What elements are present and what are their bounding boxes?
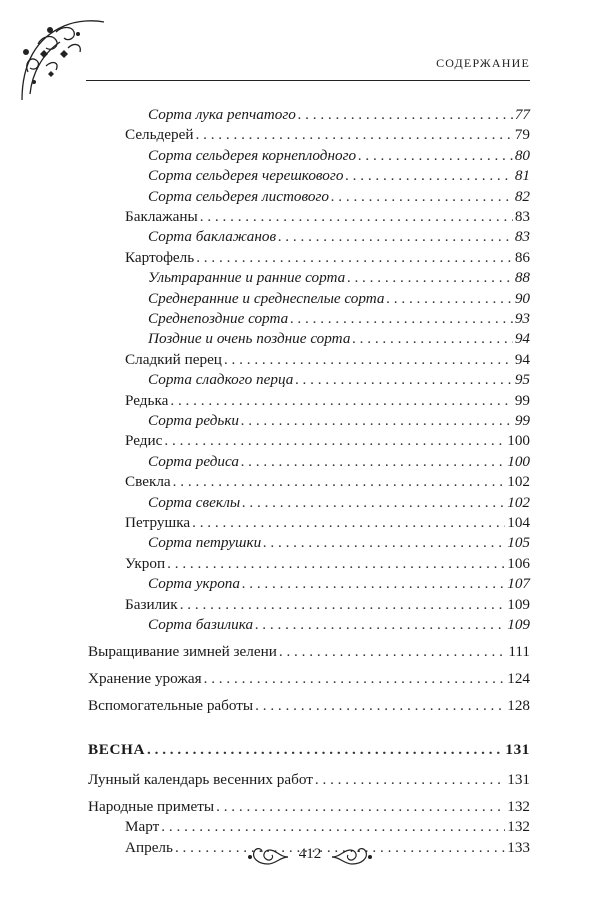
toc-entry-title: Хранение урожая bbox=[88, 670, 202, 687]
toc-entry-page: 83 bbox=[514, 228, 530, 246]
toc-entry-title: Сельдерей bbox=[125, 126, 194, 144]
toc-entry-title: Сорта сельдерея черешкового bbox=[148, 167, 344, 185]
toc-entry-title: Сорта сельдерея листового bbox=[148, 187, 330, 205]
toc-entry-page: 109 bbox=[507, 595, 530, 613]
toc-leader-dots bbox=[241, 410, 513, 432]
toc-entry-page: 94 bbox=[514, 350, 530, 368]
toc-entry-page: 95 bbox=[514, 371, 530, 389]
toc-entry bbox=[88, 573, 530, 595]
toc-entry-title: Петрушка bbox=[125, 514, 191, 531]
toc-entry-title: Сорта лука репчатого bbox=[148, 106, 296, 123]
toc-entry bbox=[88, 532, 530, 554]
toc-entry-page: 132 bbox=[507, 798, 530, 815]
toc-leader-dots bbox=[242, 492, 505, 514]
toc-leader-dots bbox=[204, 668, 506, 690]
toc-entry-title: Апрель bbox=[125, 838, 173, 856]
footer-ornament-left-icon bbox=[246, 844, 290, 870]
toc-entry bbox=[88, 369, 530, 391]
toc-leader-dots bbox=[173, 471, 506, 493]
toc-entry-title: Сорта редиса bbox=[148, 452, 239, 470]
toc-entry bbox=[88, 288, 530, 310]
toc-entry-page: 105 bbox=[507, 534, 530, 552]
toc-entry-page: 93 bbox=[514, 310, 530, 327]
toc-entry bbox=[88, 769, 530, 791]
toc-entry bbox=[88, 512, 530, 534]
toc-entry bbox=[88, 226, 530, 248]
toc-entry-page: 79 bbox=[514, 126, 530, 144]
toc-entry bbox=[88, 451, 530, 473]
toc-leader-dots bbox=[352, 328, 512, 350]
toc-entry bbox=[88, 594, 530, 616]
toc-leader-dots bbox=[331, 186, 513, 208]
toc-entry-title: Баклажаны bbox=[125, 208, 198, 225]
toc-entry bbox=[88, 390, 530, 412]
toc-entry-title: Народные приметы bbox=[88, 798, 215, 815]
toc-leader-dots bbox=[255, 695, 505, 717]
toc-leader-dots bbox=[347, 267, 513, 289]
toc-leader-dots bbox=[255, 614, 505, 636]
toc-entry-title: Март bbox=[125, 818, 160, 836]
toc-leader-dots bbox=[241, 451, 505, 473]
toc-leader-dots bbox=[345, 165, 512, 187]
toc-entry-page: 128 bbox=[507, 697, 530, 714]
toc-entry-title: Ультраранние и ранние сорта bbox=[148, 269, 346, 287]
toc-entry bbox=[88, 308, 530, 330]
toc-entry-page: 100 bbox=[507, 432, 530, 450]
toc-entry-page: 133 bbox=[507, 838, 530, 856]
toc-leader-dots bbox=[196, 124, 513, 146]
toc-entry bbox=[88, 124, 530, 146]
toc-entry-page: 102 bbox=[507, 473, 530, 491]
toc-entry bbox=[88, 145, 530, 167]
toc-entry-page: 99 bbox=[514, 391, 530, 409]
toc-entry-page: 102 bbox=[507, 493, 530, 511]
toc-leader-dots bbox=[278, 226, 513, 248]
toc-leader-dots bbox=[315, 769, 505, 791]
toc-entry-title: Сорта петрушки bbox=[148, 534, 262, 552]
toc-leader-dots bbox=[295, 369, 512, 391]
toc-entry bbox=[88, 695, 530, 717]
toc-entry bbox=[88, 186, 530, 208]
header-rule bbox=[86, 80, 530, 81]
toc-entry-title: Сорта редьки bbox=[148, 412, 240, 429]
toc-entry bbox=[88, 430, 530, 452]
toc-entry-page: 131 bbox=[507, 771, 530, 788]
toc-leader-dots bbox=[161, 816, 505, 838]
toc-entry-title: Сорта базилика bbox=[148, 616, 254, 633]
toc-entry-title: Сорта сельдерея корнеплодного bbox=[148, 146, 357, 164]
toc-leader-dots bbox=[290, 308, 513, 330]
toc-entry-page: 80 bbox=[514, 146, 530, 164]
toc-leader-dots bbox=[170, 390, 512, 412]
toc-entry-title: Редька bbox=[125, 391, 169, 409]
toc-entry bbox=[88, 104, 530, 126]
toc-entry-page: 86 bbox=[514, 248, 530, 266]
toc-leader-dots bbox=[196, 247, 513, 269]
toc-entry bbox=[88, 614, 530, 636]
toc-entry bbox=[88, 267, 530, 289]
running-header: СОДЕРЖАНИЕ bbox=[436, 56, 530, 70]
toc-leader-dots bbox=[164, 430, 505, 452]
toc-entry-title: Сорта укропа bbox=[148, 575, 240, 593]
corner-ornament-icon bbox=[16, 14, 108, 106]
toc-entry-page: 82 bbox=[514, 187, 530, 205]
toc-entry-title: Базилик bbox=[125, 595, 178, 613]
toc-entry-title: Поздние и очень поздние сорта bbox=[148, 330, 351, 348]
toc-entry bbox=[88, 796, 530, 818]
toc-entry-title: Картофель bbox=[125, 248, 195, 266]
toc-leader-dots bbox=[298, 104, 513, 126]
toc-entry-page: 111 bbox=[508, 643, 530, 660]
toc-entry-title: Вспомогательные работы bbox=[88, 697, 254, 714]
toc-leader-dots bbox=[263, 532, 505, 554]
toc-entry-page: 124 bbox=[507, 670, 530, 687]
toc-entry bbox=[88, 247, 530, 269]
toc-entry-title: Сорта баклажанов bbox=[148, 228, 277, 246]
toc-leader-dots bbox=[147, 739, 503, 761]
toc-entry bbox=[88, 668, 530, 690]
toc-entry-page: 83 bbox=[514, 208, 530, 225]
toc-entry bbox=[88, 471, 530, 493]
toc-leader-dots bbox=[167, 553, 505, 575]
toc-leader-dots bbox=[216, 796, 505, 818]
toc-entry-page: 100 bbox=[507, 452, 530, 470]
toc-entry-title: Среднепоздние сорта bbox=[148, 310, 289, 327]
footer-ornament-right-icon bbox=[330, 844, 374, 870]
toc-entry bbox=[88, 328, 530, 350]
toc-entry bbox=[88, 410, 530, 432]
toc-entry-page: 107 bbox=[507, 575, 530, 593]
toc-entry-title: Укроп bbox=[125, 554, 166, 572]
toc-entry bbox=[88, 553, 530, 575]
toc-entry-title: Редис bbox=[125, 432, 163, 450]
toc-entry bbox=[88, 206, 530, 228]
toc-entry-title: Среднеранние и среднеспелые сорта bbox=[148, 289, 385, 307]
toc-entry-page: 81 bbox=[514, 167, 530, 185]
toc-entry-page: 88 bbox=[514, 269, 530, 287]
toc-entry-page: 109 bbox=[507, 616, 530, 633]
toc-leader-dots bbox=[242, 573, 505, 595]
toc-entry-title: Лунный календарь весенних работ bbox=[88, 771, 313, 788]
toc-leader-dots bbox=[358, 145, 513, 167]
toc-leader-dots bbox=[200, 206, 513, 228]
toc-entry-title: Сладкий перец bbox=[125, 350, 222, 368]
toc-entry-page: 106 bbox=[507, 554, 530, 572]
toc-entry bbox=[88, 641, 530, 663]
toc-entry bbox=[88, 165, 530, 187]
toc-entry bbox=[88, 816, 530, 838]
page-footer bbox=[0, 842, 600, 872]
toc-entry bbox=[88, 739, 530, 761]
toc-entry-title: Сорта свеклы bbox=[148, 493, 241, 511]
toc-entry-page: 99 bbox=[514, 412, 530, 429]
page-number: 412 bbox=[298, 846, 322, 862]
toc-entry-page: 94 bbox=[514, 330, 530, 348]
toc-entry bbox=[88, 349, 530, 371]
toc-entry-title: Свекла bbox=[125, 473, 171, 491]
toc-entry-page: 90 bbox=[514, 289, 530, 307]
toc-entry-title: Выращивание зимней зелени bbox=[88, 643, 277, 660]
toc-leader-dots bbox=[224, 349, 513, 371]
toc-entry-title: Сорта сладкого перца bbox=[148, 371, 294, 389]
toc-entry-page: 132 bbox=[507, 818, 530, 836]
toc-leader-dots bbox=[192, 512, 505, 534]
toc-entry-title: ВЕСНА bbox=[88, 741, 146, 758]
toc-entry-page: 131 bbox=[505, 741, 530, 758]
toc-leader-dots bbox=[387, 288, 513, 310]
toc-entry-page: 104 bbox=[507, 514, 530, 531]
toc-entry bbox=[88, 492, 530, 514]
toc-leader-dots bbox=[180, 594, 506, 616]
toc-leader-dots bbox=[279, 641, 507, 663]
toc-entry-page: 77 bbox=[514, 106, 530, 123]
